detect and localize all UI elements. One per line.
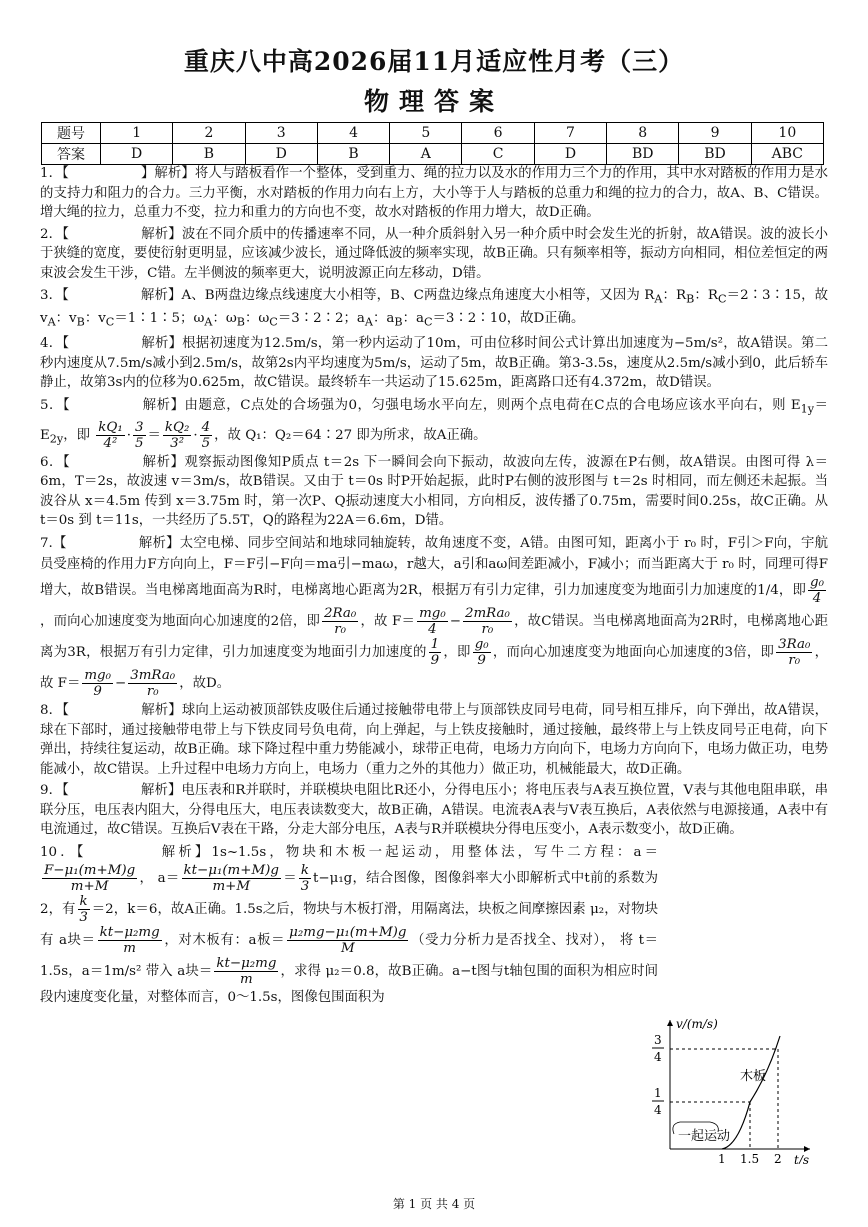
solution-text: 电压表和R并联时，并联模块电阻比R还小，分得电压小；将电压表与A表互换位置，V表与其他电阻串联，串联分压，电压表内阻大，分得电压大，电压表读数变大，故B正确，A错误。电流表A表与V表互换后，A表依然与电源接通，A表中有电流通过，故C错误。互换后V表在干路，分走大部分电压，A表与R并联模块分得电压变小，A表示数变小，故D正确。: [40, 783, 828, 838]
solution-text: ，求得 μ₂＝0.8，故B正确。a−t图与t轴包围的面积为相应时间段内速度变化量，对整体而言，0～1.5s，图像包围面积为: [40, 964, 658, 1006]
fraction: [322, 606, 358, 637]
fraction: [429, 637, 442, 668]
subscript: 1y: [800, 402, 815, 416]
solution-5: [40, 395, 828, 451]
solution-text: ：ω: [244, 310, 270, 326]
operator: −: [114, 675, 127, 691]
x-tick-1-5: 1.5: [740, 1152, 760, 1164]
denominator: m+M: [212, 879, 251, 895]
q-number: 9: [679, 123, 751, 144]
numerator: 3: [134, 419, 144, 435]
solution-text: ：a: [402, 310, 424, 326]
denominator: 9: [430, 652, 440, 668]
solution-text: ，而向心加速度变为地面向心加速度的3倍，即: [492, 644, 775, 660]
subscript: B: [394, 315, 403, 329]
denominator: 3: [300, 879, 310, 895]
solution-text: ，故 Q₁：Q₂＝64∶27 即为所求，故A正确。: [214, 427, 487, 443]
solution-text: 球向上运动被顶部铁皮吸住后通过接触带电带上与顶部铁皮同号电荷，同号相互排斥，向下弹出，故A错误，球在下部时，通过接触带电带上与下铁皮同号负电荷，向上弹起，与上铁皮接触时，通过接触，最终带上与上铁皮同号正电荷，向下弹出，持续往复运动，故B正确。球下降过程中重力势能减小，球带正电荷，电场力方向向下，电场力方向向下，电场力做正功，电势能减小，故C错误。上升过程中电场力方向上，电场力（重力之外的其他力）做正功，机械能最大，故D正确。: [40, 702, 828, 777]
y-tick-3-4-den: 4: [654, 1050, 662, 1064]
subscript: C: [105, 315, 115, 329]
solution-number: 10．【: [40, 845, 87, 861]
numerator: 1: [430, 636, 440, 652]
page-footer: 第 1 页 共 4 页: [392, 1197, 476, 1211]
solution-text: ＝3∶2∶10，故D正确。: [432, 310, 585, 326]
denominator: 9: [477, 652, 486, 668]
solutions-body: [40, 164, 828, 1010]
solution-text: ＝2，k＝6，故A正确。1.5s之后，物块与木板打滑，用隔离法，块板之间摩擦因素 μ₂，对物块有: [40, 902, 658, 949]
denominator: 3: [79, 910, 88, 926]
q-answer: BD: [607, 144, 679, 165]
denominator: 4²: [103, 435, 118, 451]
x-tick-1: 1: [718, 1152, 726, 1164]
q-number: 6: [462, 123, 534, 144]
board-label: 木板: [740, 1069, 767, 1084]
numerator: 2mRa₀: [464, 605, 510, 621]
numerator: kt−μ₂mg: [99, 925, 160, 941]
analysis-label: 解析】: [158, 845, 212, 861]
solution-text: 1s~1.5s，物块和木板一起运动，用整体法，写牛二方程：a＝: [211, 845, 659, 861]
solution-text: a块＝: [58, 933, 96, 949]
q-number: 3: [245, 123, 317, 144]
fraction: [98, 925, 162, 956]
q-number: 8: [607, 123, 679, 144]
denominator: 9: [93, 683, 102, 699]
denominator: r₀: [481, 621, 494, 637]
numerator: 3mRa₀: [130, 667, 176, 683]
solution-text: ＝3∶2∶2；a: [277, 310, 365, 326]
answer-table-number-row: [42, 123, 824, 144]
answer-table: [41, 122, 824, 165]
solution-text: ：ω: [212, 310, 237, 326]
fraction: [182, 863, 281, 894]
solution-text: a＝: [157, 871, 180, 887]
q-answer: B: [317, 144, 389, 165]
numerator: mg₀: [419, 605, 446, 621]
solution-text: ，故 F＝: [40, 644, 828, 691]
page-title: 重庆八中高2026届11月适应性月考（三）: [183, 47, 685, 76]
solution-text: ：v: [55, 310, 77, 326]
fraction: [128, 668, 177, 699]
solution-6: [40, 453, 828, 531]
solution-number: 6．【: [40, 454, 71, 470]
solution-text: ：: [694, 287, 708, 303]
solution-7: [40, 533, 828, 699]
page-subtitle: 物理答案: [363, 87, 504, 116]
q-number: 10: [751, 123, 823, 144]
q-number: 2: [173, 123, 245, 144]
fraction: [163, 420, 191, 451]
denominator: 4: [812, 590, 822, 606]
fraction: [463, 606, 512, 637]
analysis-label: 解析】: [138, 535, 180, 551]
solution-text: R: [707, 287, 718, 303]
numerator: k: [79, 894, 88, 910]
denominator: r₀: [146, 683, 159, 699]
denominator: r₀: [788, 652, 801, 668]
solution-text: ：a: [372, 310, 395, 326]
solution-text: t−μ₁g，结合图像，图像斜率大小即解析式中t前的系数为2，有: [40, 871, 659, 918]
y-tick-1-4-num: 1: [654, 1086, 662, 1100]
fraction: [287, 925, 408, 956]
analysis-label: 解析】: [142, 397, 185, 413]
q-answer: D: [245, 144, 317, 165]
solution-text: 观察振动图像知P质点 t＝2s 下一瞬间会向下振动，故波向左传，波源在P右侧，故A错误。由图可得 λ＝6m，T＝2s，故波速 v＝3m/s，故B错误。又由于 t＝0s 时P开始起振，此时P右侧的波形图与 t＝2s 时相同，而左侧还未起振。当波谷从 x＝4.5m 传到 x＝3.75m 时，第一次P、Q振动速度大小相同，方向相反，波传播了0.75m，需要时间0.25s，故C正确。从 t＝0s 到 t＝11s，一共经历了5.5T，Q的路程为22A＝6.6m，D错。: [40, 454, 828, 529]
subscript: A: [47, 315, 56, 329]
denominator: r₀: [334, 621, 347, 637]
solution-text: ：R: [662, 287, 687, 303]
subscript: B: [236, 315, 245, 329]
q-answer: C: [462, 144, 534, 165]
operator: −: [449, 613, 461, 629]
operator: ·: [126, 427, 131, 443]
t-axis-label: t/s: [794, 1153, 810, 1164]
numerator: 4: [201, 419, 211, 435]
x-tick-2: 2: [774, 1152, 782, 1164]
solution-number: 7.【: [40, 535, 67, 551]
v-axis-arrow: [667, 1020, 673, 1026]
solution-text: 由题意，C点处的合场强为0，匀强电场水平向左，则两个点电荷在C点的合电场应该水平向右，则 E: [184, 397, 801, 413]
denominator: m: [123, 941, 136, 957]
solution-number: 4．【: [40, 336, 70, 352]
numerator: kQ₁: [98, 419, 123, 435]
numerator: μ₂mg−μ₁(m+M)g: [289, 925, 407, 941]
numerator: g₀: [810, 574, 824, 590]
analysis-label: 解析】: [141, 336, 183, 352]
solution-number: 1．【: [40, 166, 69, 181]
analysis-label: 解析】: [140, 783, 182, 799]
solution-number: 9．【: [40, 783, 69, 799]
q-number: 7: [534, 123, 606, 144]
solution-1: [40, 164, 828, 223]
analysis-label: 解析】: [142, 454, 185, 470]
q-answer: A: [390, 144, 462, 165]
q-answer: BD: [679, 144, 751, 165]
denominator: M: [340, 941, 355, 957]
solution-4: [40, 334, 828, 393]
solution-3: [40, 286, 828, 333]
analysis-label: 解析】: [140, 287, 182, 303]
fraction: [200, 420, 213, 451]
fraction: [473, 637, 491, 668]
operator: ＝: [147, 427, 161, 443]
analysis-label: 解析】: [141, 226, 182, 242]
together-label: 一起运动: [678, 1129, 731, 1144]
subscript: A: [364, 315, 373, 329]
numerator: 2Ra₀: [324, 605, 357, 621]
subscript: C: [269, 315, 278, 329]
subscript: 2y: [49, 432, 64, 446]
denominator: 5: [134, 435, 144, 451]
subscript: B: [76, 315, 85, 329]
fraction: [96, 420, 124, 451]
numerator: k: [300, 863, 310, 879]
solution-text: ＝1∶1∶5；ω: [114, 310, 205, 326]
q-answer: D: [534, 144, 606, 165]
q-answer: ABC: [751, 144, 823, 165]
solution-number: 3．【: [40, 287, 69, 303]
analysis-label: 解析】: [141, 702, 182, 718]
q-answer: D: [101, 144, 173, 165]
solution-text: ，而向心加速度变为地面向心加速度的2倍，即: [40, 613, 321, 629]
solution-text: ，故C错误。当电梯离地面高为2R时，电梯离地心距离为3R，根据万有引力定律，引力加速度变为地面引力加速度的: [40, 613, 828, 660]
row-label-number: 题号: [42, 123, 101, 144]
solution-text: （受力分析力是否找全、找对），: [410, 933, 615, 949]
solution-2: [40, 225, 828, 284]
fraction: [133, 420, 146, 451]
numerator: g₀: [474, 636, 489, 652]
fraction: [299, 863, 311, 894]
y-tick-1-4-den: 4: [654, 1103, 662, 1117]
denominator: 5: [201, 435, 211, 451]
denominator: 4: [428, 621, 437, 637]
fraction: [78, 894, 90, 925]
solution-number: 5．【: [40, 397, 71, 413]
numerator: F−μ₁(m+M)g: [44, 863, 136, 879]
solution-text: 波在不同介质中的传播速率不同，从一种介质斜射入另一种介质中时会发生光的折射，故A错误。波的波长小于狭缝的宽度，要使衍射更明显，应该减少波长，通过降低波的频率实现，故B正确。只有频率相等，振动方向相同，相位差恒定的两束波会发生干涉，C错。左半侧波的频率更大，说明波源正向左移动，D错。: [40, 226, 828, 281]
answer-table-answer-row: [42, 144, 824, 165]
solution-text: 将人与踏板看作一个整体，受到重力、绳的拉力以及水的作用力三个力的作用，其中水对踏板的作用力是水的支持力和阻力的合力。三力平衡，水对踏板的作用力向右上方，大小等于人与踏板的总重力和绳的拉力的合力，故A、B、C错误。增大绳的拉力，总重力不变，拉力和重力的方向也不变，故水对踏板的作用力增大，故D正确。: [40, 166, 829, 221]
solution-number: 2．【: [40, 226, 70, 242]
solution-text: 太空电梯、同步空间站和地球同轴旋转，故角速度不变，A错。由图可知，距离小于 r₀ 时，F引＞F向，宇航员受座椅的作用力F方向向上，F＝F引−F向＝ma引−maω，r越大，a引和aω间差距减小，F减小；而当距离大于 r₀ 时，同理可得F增大，故B错误。当电梯离地面高为R时，电梯离地心距离为2R，根据万有引力定律，引力加速度变为地面引力加速度的1/4，即: [40, 535, 829, 598]
denominator: m: [240, 972, 253, 988]
solution-text: ，即: [443, 644, 471, 660]
denominator: 3²: [170, 435, 185, 451]
analysis-label: 】解析】: [140, 166, 195, 181]
solution-text: 将 t＝1.5s，a＝1m/s² 带入 a块＝: [40, 933, 659, 980]
solution-text: A、B两盘边缘点线速度大小相等，B、C两盘边缘点角速度大小相等，又因为 R: [181, 287, 655, 303]
q-number: 5: [390, 123, 462, 144]
solution-9: [40, 781, 828, 840]
numerator: kt−μ₂mg: [216, 956, 277, 972]
numerator: kt−μ₁(m+M)g: [183, 863, 279, 879]
subscript: C: [423, 315, 433, 329]
solution-text: ，对木板有：a板＝: [163, 933, 286, 949]
q-number: 4: [317, 123, 389, 144]
solution-text: ，: [139, 871, 154, 887]
solution-text: ＝2∶3∶15，故 v: [40, 287, 828, 326]
operator: ·: [193, 427, 198, 443]
subscript: C: [718, 292, 727, 306]
numerator: 3Ra₀: [778, 636, 811, 652]
fraction: [42, 863, 137, 894]
solution-text: ，故 F＝: [360, 613, 416, 629]
subscript: A: [204, 315, 213, 329]
numerator: kQ₂: [164, 419, 190, 435]
q-answer: B: [173, 144, 245, 165]
denominator: m+M: [70, 879, 109, 895]
row-label-answer: 答案: [42, 144, 101, 165]
velocity-time-graph: [650, 1014, 820, 1164]
y-tick-3-4-num: 3: [654, 1033, 662, 1047]
fraction: [776, 637, 812, 668]
t-axis-arrow: [804, 1146, 810, 1152]
solution-text: ，即: [63, 427, 90, 443]
fraction: [808, 575, 826, 606]
solution-text: ，故D。: [179, 675, 231, 691]
solution-text: 根据初速度为12.5m/s，第一秒内运动了10m，可由位移时间公式计算出加速度为−5m/s²，故A错误。第二秒内速度从7.5m/s减小到2.5m/s，故第2s内平均速度为5m/s，运动了5m，故B正确。第3-3.5s，速度从2.5m/s减小到0，此后轿车静止，故第3s内的位移为0.625m，故C错误。最终轿车一共运动了15.625m，距离路口还有4.372m，故D错误。: [40, 336, 828, 391]
numerator: mg₀: [84, 667, 111, 683]
solution-8: [40, 701, 828, 779]
fraction: [82, 668, 113, 699]
v-axis-label: v/(m/s): [676, 1017, 718, 1031]
solution-text: ：v: [84, 310, 106, 326]
subscript: A: [654, 292, 663, 306]
solution-number: 8．【: [40, 702, 70, 718]
fraction: [417, 606, 448, 637]
fraction: [214, 956, 278, 987]
q-number: 1: [101, 123, 173, 144]
operator: ＝: [282, 871, 297, 887]
solution-text: ＝E: [40, 397, 829, 443]
solution-10: [40, 842, 828, 1008]
subscript: B: [686, 292, 695, 306]
